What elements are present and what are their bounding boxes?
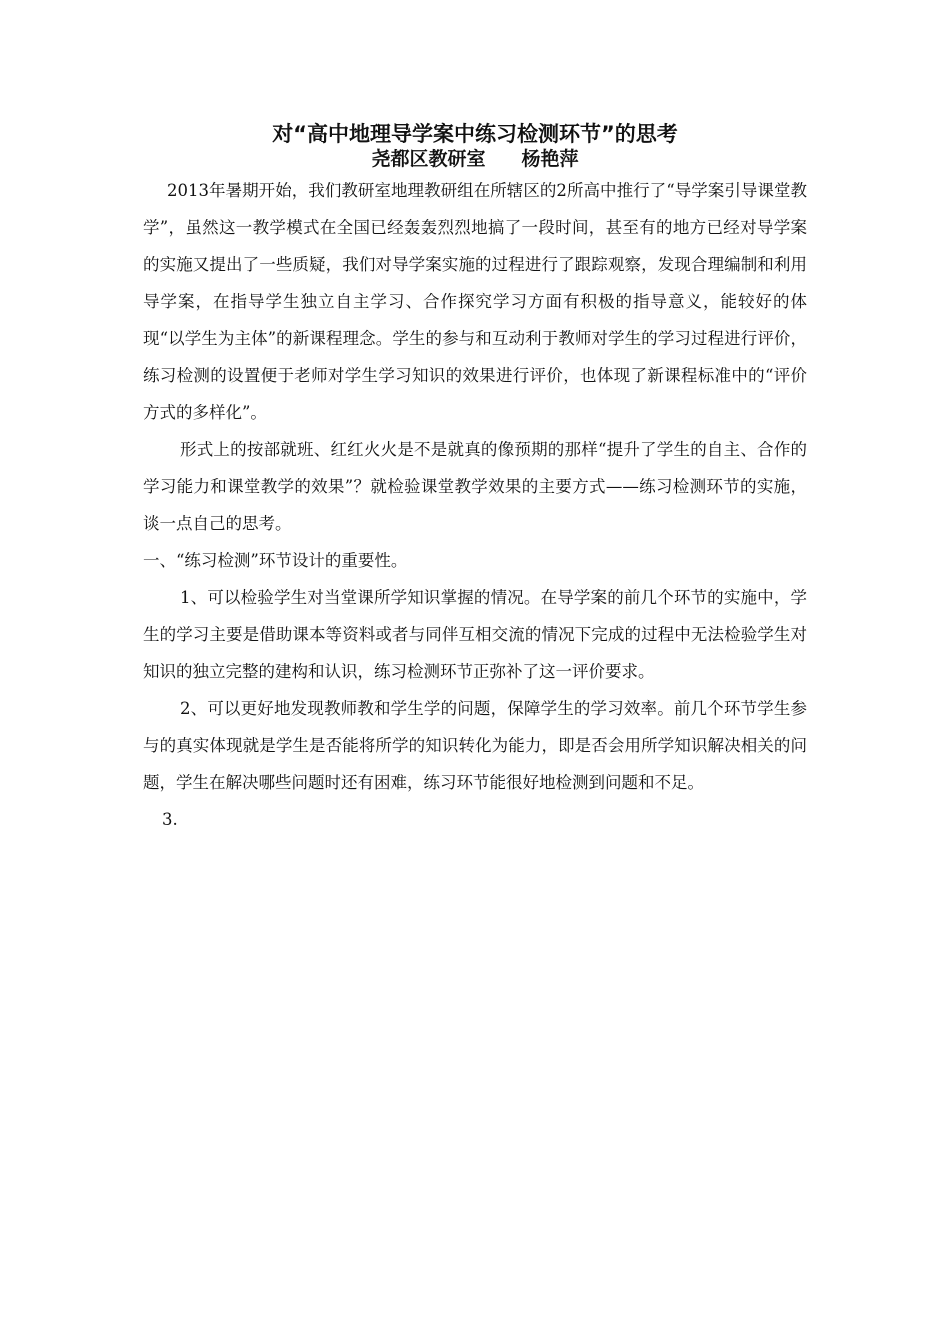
body-paragraph-1: 2013年暑期开始，我们教研室地理教研组在所辖区的2所高中推行了“导学案引导课堂教学”，虽然这一教学模式在全国已经轰轰烈烈地搞了一段时间，甚至有的地方已经对导学案的实施又提出了一些质疑，我们对导学案实施的过程进行了跟踪观察，发现合理编制和利用导学案，在指导学生独立自主学习、合作探究学习方面有积极的指导意义，能较好的体现“以学生为主体”的新课程理念。学生的参与和互动利于教师对学生的学习过程进行评价，练习检测的设置便于老师对学生学习知识的效果进行评价，也体现了新课程标准中的“评价方式的多样化”。	[143, 181, 807, 422]
author-unit: 尧都区教研室	[371, 148, 486, 170]
list-item-3: 3.	[162, 810, 178, 829]
body-paragraph-2: 形式上的按部就班、红红火火是不是就真的像预期的那样“提升了学生的自主、合作的学习能力和课堂教学的效果”？就检验课堂教学效果的主要方式——练习检测环节的实施，谈一点自己的思考。	[143, 440, 807, 533]
author-byline	[0, 146, 950, 172]
document-title: 对“高中地理导学案中练习检测环节”的思考	[272, 122, 678, 146]
list-item-2: 2、可以更好地发现教师教和学生学的问题，保障学生的学习效率。前几个环节学生参与的真实体现就是学生是否能将所学的知识转化为能力，即是否会用所学知识解决相关的问题，学生在解决哪些问题时还有困难，练习环节能很好地检测到问题和不足。	[143, 699, 807, 792]
author-name: 杨艳萍	[521, 148, 579, 170]
section-heading-1: 一、“练习检测”环节设计的重要性。	[143, 551, 408, 570]
document-body	[143, 172, 807, 838]
list-item-1: 1、可以检验学生对当堂课所学知识掌握的情况。在导学案的前几个环节的实施中，学生的学习主要是借助课本等资料或者与同伴互相交流的情况下完成的过程中无法检验学生对知识的独立完整的建构和认识，练习检测环节正弥补了这一评价要求。	[143, 588, 807, 681]
